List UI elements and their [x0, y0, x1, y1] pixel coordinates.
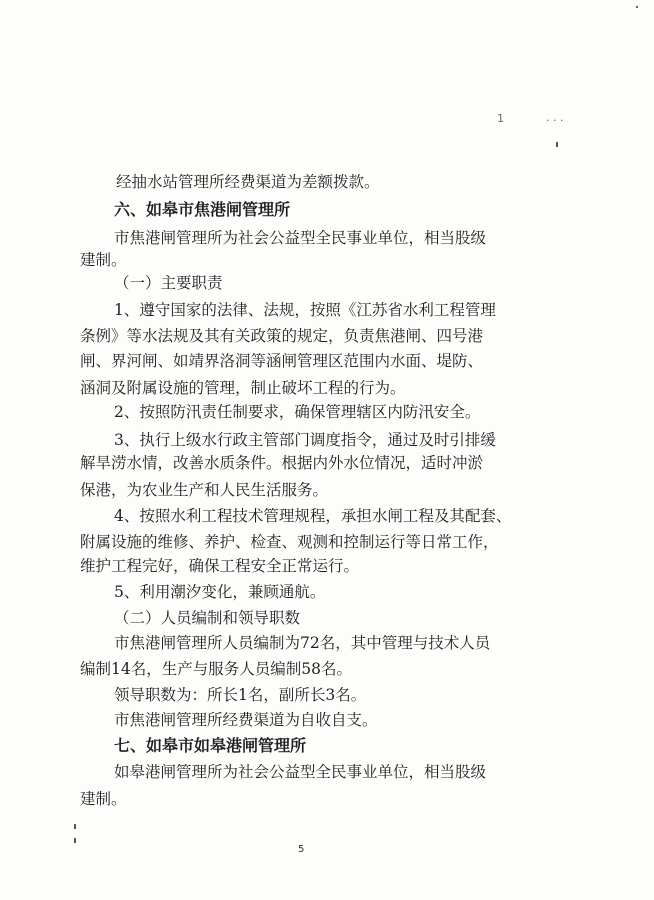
scan-tick [556, 142, 558, 147]
text-line: 市焦港闸管理所人员编制为72名，其中管理与技术人员 [114, 634, 491, 652]
text-line: 市焦港闸管理所为社会公益型全民事业单位，相当股级 [114, 229, 487, 247]
header-mark: 1 [497, 112, 504, 125]
text-line: 经抽水站管理所经费渠道为差额拨款。 [116, 173, 380, 191]
text-line: 1、遵守国家的法律、法规，按照《江苏省水利工程管理 [114, 301, 496, 319]
text-line: 条例》等水法规及其有关政策的规定，负责焦港闸、四号港 [80, 327, 484, 345]
text-line: 5、利用潮汐变化，兼顾通航。 [114, 583, 326, 601]
scan-tick [74, 824, 76, 829]
text-line: 解旱涝水情，改善水质条件。根据内外水位情况，适时冲淤 [80, 454, 484, 472]
text-line: 闸、界河闸、如靖界洛洞等涵闸管理区范围内水面、堤防、 [80, 352, 484, 370]
text-line: 2、按照防汛责任制要求，确保管理辖区内防汛安全。 [114, 403, 481, 421]
page-number: 5 [298, 844, 305, 855]
text-line: 建制。 [80, 790, 127, 808]
text-line: 保港，为农业生产和人民生活服务。 [80, 481, 329, 499]
text-line: 编制14名，生产与服务人员编制58名。 [80, 660, 352, 678]
text-line: 4、按照水利工程技术管理规程，承担水闸工程及其配套、 [114, 507, 512, 525]
text-line: 涵洞及附属设施的管理，制止破坏工程的行为。 [80, 379, 406, 397]
scan-tick [74, 838, 76, 843]
scan-speck [636, 6, 638, 8]
text-line: 附属设施的维修、养护、检查、观测和控制运行等日常工作， [80, 533, 499, 551]
text-line: 市焦港闸管理所经费渠道为自收自支。 [114, 711, 378, 729]
section-heading: 六、如皋市焦港闸管理所 [114, 200, 291, 219]
text-line: 建制。 [80, 251, 127, 269]
text-line: 维护工程完好，确保工程安全正常运行。 [80, 557, 360, 575]
subsection-heading: （二）人员编制和领导职数 [114, 609, 301, 627]
section-heading: 七、如皋市如皋港闸管理所 [114, 736, 307, 755]
subsection-heading: （一）主要职责 [114, 274, 223, 292]
header-stamp: · · · [546, 114, 564, 127]
text-line: 3、执行上级水行政主管部门调度指令，通过及时引排缓 [114, 431, 496, 449]
text-line: 领导职数为：所长1名，副所长3名。 [114, 686, 367, 704]
text-line: 如皋港闸管理所为社会公益型全民事业单位，相当股级 [114, 763, 487, 781]
